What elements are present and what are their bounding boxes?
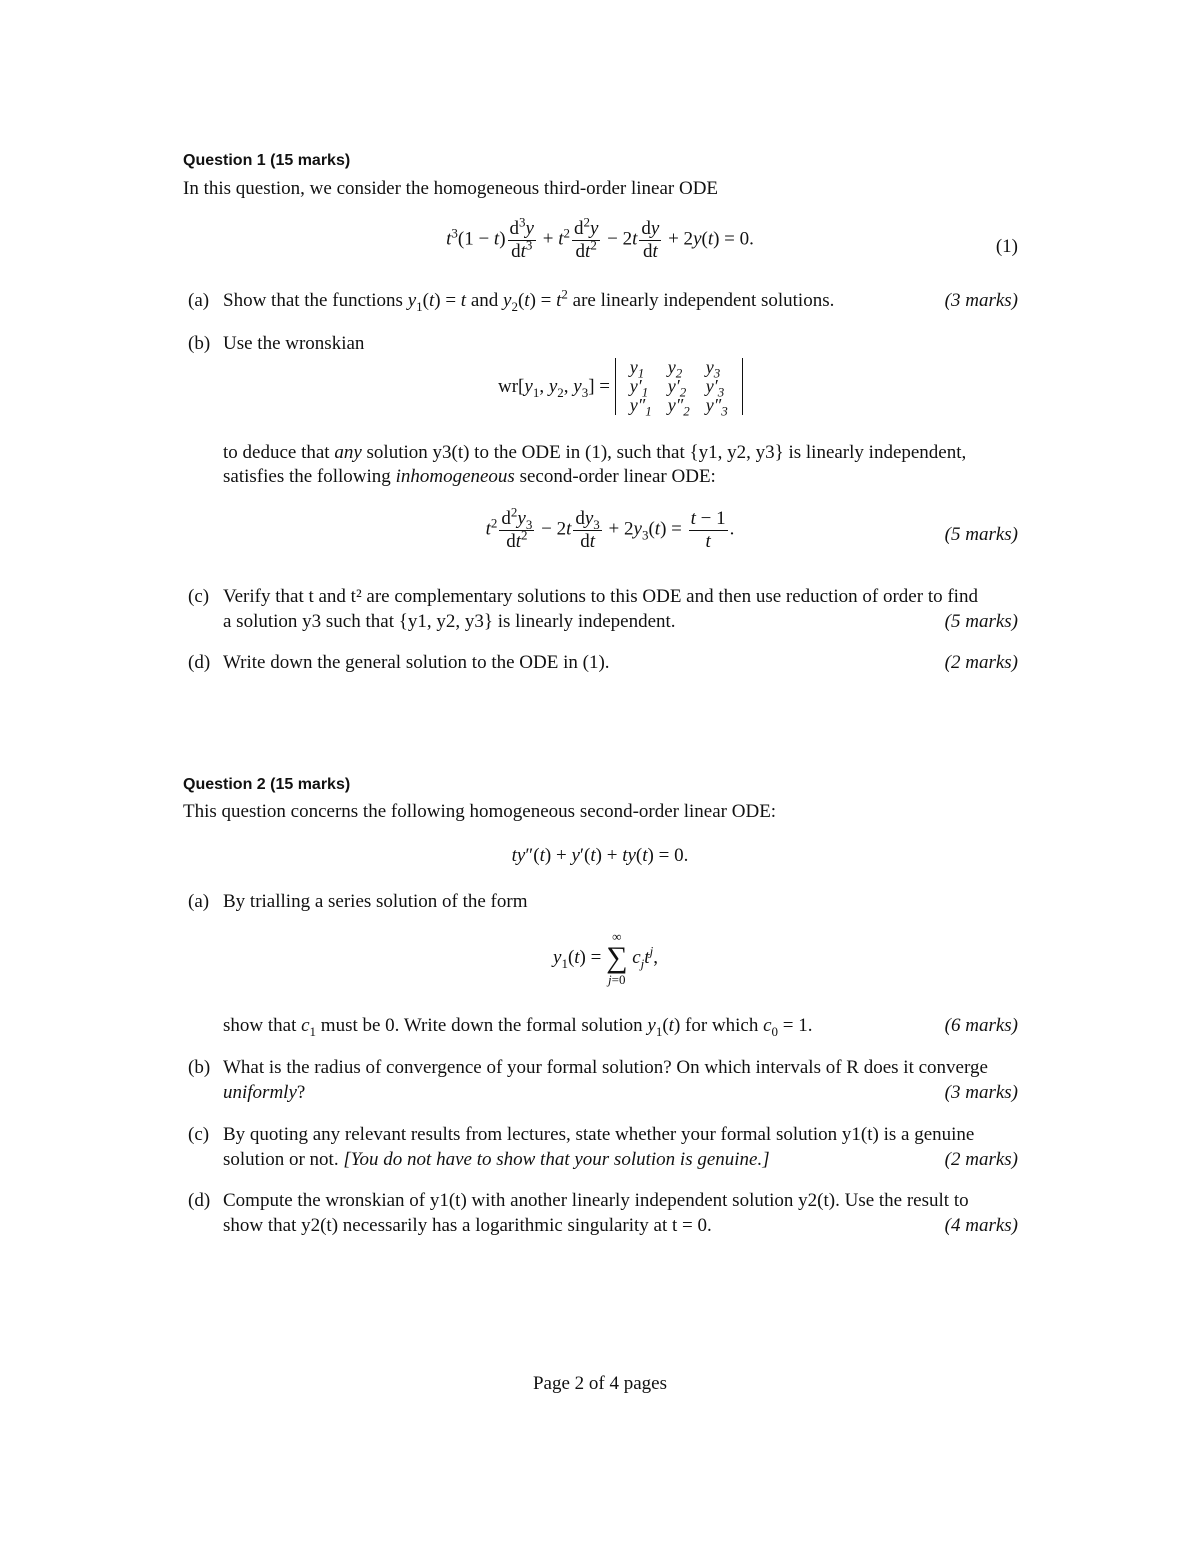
equation-1: $t^3(1 - t)$ $\frac{d^3y}{dt^3}$ + $t^2$ $\frac{d^2y}{dt^2}$ − 2t $\frac{dy}{dt}$ + 2y(t) = 0. <box>446 214 754 262</box>
q1-part-a-text: Show that the functions $y_1(t) = t$ and $y_2(t) = t^2$ are linearly independent solutions. <box>223 286 835 314</box>
q2-part-d-marks: (4 marks) <box>944 1215 1018 1236</box>
q1-part-b-text: Use the wronskian <box>223 333 365 354</box>
equation-q2-ode: ty″(t) + y′(t) + ty(t) = 0. <box>511 845 689 866</box>
q2-part-c-line-2: solution or not. [You do not have to show that your solution is genuine.] <box>223 1149 770 1170</box>
question-1-heading: Question 1 (15 marks) <box>183 152 351 169</box>
q2-part-a-label: (a) <box>188 891 210 912</box>
q2-part-b-label: (b) <box>188 1057 211 1078</box>
q2-part-c-marks: (2 marks) <box>944 1149 1018 1170</box>
q2-part-d-line-1: Compute the wronskian of y1(t) with another linearly independent solution y2(t). Use the result to <box>223 1190 969 1211</box>
q2-part-a-continuation: show that $c_1$ must be 0. Write down the formal solution $y_1(t)$ for which $c_0 = 1$. <box>223 1015 813 1039</box>
q2-part-b-line-2: uniformly? <box>223 1082 306 1103</box>
question-2-intro: This question concerns the following homogeneous second-order linear ODE: <box>183 801 777 822</box>
question-2-heading: Question 2 (15 marks) <box>183 776 351 793</box>
q1-part-b-label: (b) <box>188 333 211 354</box>
q1-part-a-label: (a) <box>188 290 210 311</box>
q2-part-b-marks: (3 marks) <box>944 1082 1018 1103</box>
q1-part-c-label: (c) <box>188 586 210 607</box>
q1-part-b-continuation-1: to deduce that any solution y3(t) to the ODE in (1), such that {y1, y2, y3} is linearly independent, <box>223 442 967 463</box>
q1-part-b-marks: (5 marks) <box>944 524 1018 545</box>
equation-1-tag: (1) <box>995 236 1018 257</box>
q2-part-c-label: (c) <box>188 1124 210 1145</box>
equation-series: $y_1(t)$ = ∞ ∑ j=0 $c_jt^j$, <box>553 929 658 987</box>
q2-part-a-marks: (6 marks) <box>944 1015 1018 1036</box>
q1-part-d-marks: (2 marks) <box>944 652 1018 673</box>
q2-part-c-line-1: By quoting any relevant results from lectures, state whether your formal solution y1(t) is a genuine <box>223 1124 975 1145</box>
question-1-intro: In this question, we consider the homogeneous third-order linear ODE <box>183 178 719 199</box>
page-footer: Page 2 of 4 pages <box>532 1373 668 1394</box>
q1-part-b-continuation-2: satisfies the following inhomogeneous second-order linear ODE: <box>223 466 716 487</box>
q1-part-a-marks: (3 marks) <box>944 290 1018 311</box>
q1-part-c-line-2: a solution y3 such that {y1, y2, y3} is linearly independent. <box>223 611 676 632</box>
q2-part-d-label: (d) <box>188 1190 211 1211</box>
q1-part-c-marks: (5 marks) <box>944 611 1018 632</box>
q1-part-d-label: (d) <box>188 652 211 673</box>
equation-inhomogeneous: $t^2$ $\frac{d^2y_3}{dt^2}$ − 2t $\frac{dy_3}{dt}$ + $2y_3(t)$ = $\frac{t - 1}{t}$ . <box>485 504 735 552</box>
q1-part-c-line-1: Verify that t and t² are complementary solutions to this ODE and then use reduction of order to find <box>223 586 978 607</box>
q2-part-a-text: By trialling a series solution of the form <box>223 891 528 912</box>
wronskian-determinant: $wr[y_1$, $y_2$, $y_3$] = $y_1$ $y_2$ $y_3$ $y'_1$ $y'_2$ $y'_3$ $y''_1$ $y''_2$ $y''_3$ <box>498 358 743 415</box>
q1-part-d-text: Write down the general solution to the ODE in (1). <box>223 652 610 673</box>
q2-part-d-line-2: show that y2(t) necessarily has a logarithmic singularity at t = 0. <box>223 1215 712 1236</box>
q2-part-b-line-1: What is the radius of convergence of your formal solution? On which intervals of R does it converge <box>223 1057 988 1078</box>
